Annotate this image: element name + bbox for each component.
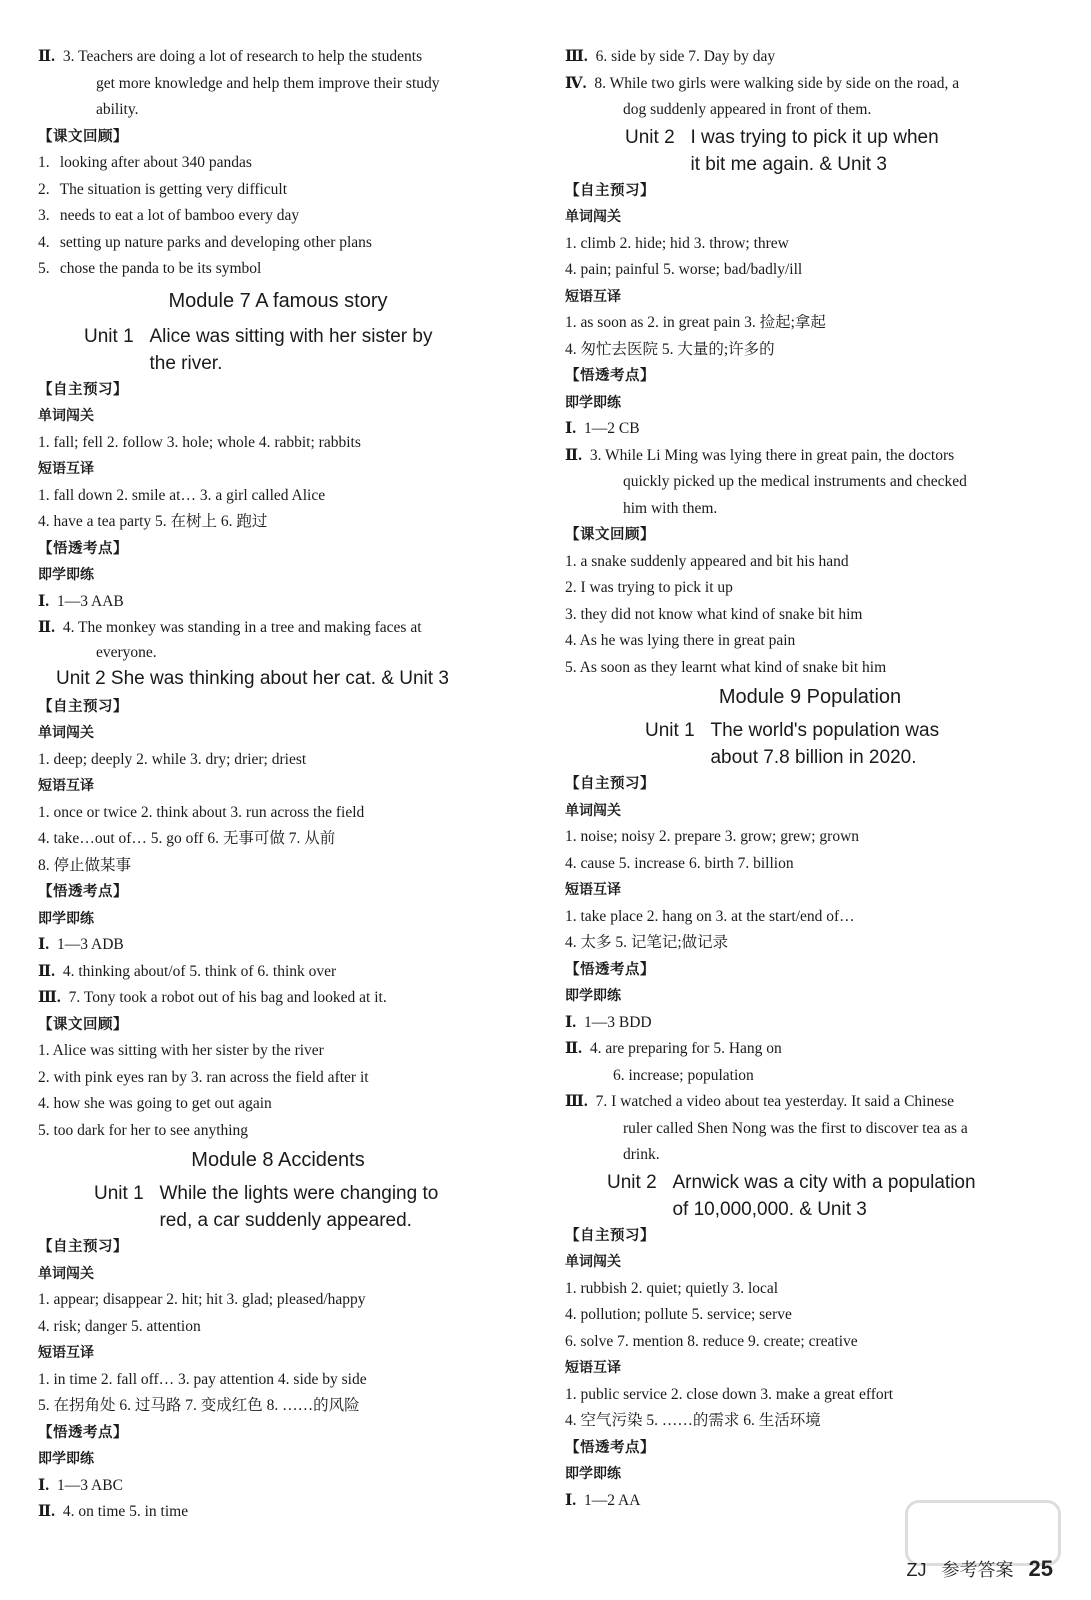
section-heading-preview: 【自主预习】: [565, 1227, 655, 1244]
answer-line: 4. how she was going to get out again: [38, 1095, 272, 1112]
answer-line: 4. have a tea party 5. 在树上 6. 跑过: [38, 513, 268, 530]
answer-line: Ⅱ. 3. While Li Ming was lying there in great pain, the doctors: [565, 446, 955, 464]
answer-line: 2. I was trying to pick it up: [565, 579, 733, 596]
section-heading-keypoints: 【悟透考点】: [565, 1439, 655, 1456]
answer-line: 1. fall down 2. smile at… 3. a girl called Alice: [38, 486, 326, 504]
answer-line: 2. with pink eyes ran by 3. ran across the field after it: [38, 1068, 369, 1086]
answer-line: Ⅰ. 1—2 CB: [565, 420, 640, 437]
answer-line: Ⅱ. 4. thinking about/of 5. think of 6. think over: [38, 962, 337, 980]
answer-line: 1. fall; fell 2. follow 3. hole; whole 4. rabbit; rabbits: [38, 433, 361, 451]
answer-line: 6. solve 7. mention 8. reduce 9. create; creative: [565, 1332, 858, 1350]
subheading-phrases: 短语互译: [565, 288, 621, 305]
answer-line: 1. Alice was sitting with her sister by the river: [38, 1042, 324, 1059]
module-title: Module 8 Accidents: [191, 1149, 365, 1171]
answer-line: 4. 空气污染 5. ……的需求 6. 生活环境: [565, 1412, 821, 1429]
answer-line: 1. in time 2. fall off… 3. pay attention 4. side by side: [38, 1370, 367, 1388]
answer-line: 3. needs to eat a lot of bamboo every day: [38, 207, 300, 224]
answer-line: Ⅱ. 4. The monkey was standing in a tree and making faces at: [38, 619, 422, 636]
section-heading-preview: 【自主预习】: [565, 182, 655, 199]
section-heading-review: 【课文回顾】: [565, 527, 655, 543]
section-heading-preview: 【自主预习】: [38, 381, 128, 398]
answer-line: 1. take place 2. hang on 3. at the start/end of…: [565, 907, 855, 925]
section-heading-preview: 【自主预习】: [565, 776, 655, 792]
section-heading-review: 【课文回顾】: [38, 128, 128, 145]
unit-title: Unit 2 I was trying to pick it up when it bit me again. & Unit 3: [625, 126, 939, 175]
answer-line: Ⅰ. 1—3 ABC: [38, 1476, 123, 1494]
subheading-phrases: 短语互译: [38, 778, 94, 794]
answer-line: ruler called Shen Nong was the first to discover tea as a: [623, 1119, 968, 1137]
section-heading-keypoints: 【悟透考点】: [38, 1424, 128, 1441]
answer-line: Ⅰ. 1—3 AAB: [38, 592, 124, 610]
section-heading-keypoints: 【悟透考点】: [565, 368, 655, 384]
answer-line: 1. climb 2. hide; hid 3. throw; threw: [565, 234, 789, 252]
answer-line: 1. a snake suddenly appeared and bit his hand: [565, 552, 849, 570]
section-heading-preview: 【自主预习】: [38, 698, 128, 715]
unit-title: Unit 1 While the lights were changing to red, a car suddenly appeared.: [94, 1183, 439, 1231]
subheading-words: 单词闯关: [565, 1254, 621, 1270]
subheading-words: 单词闯关: [565, 209, 621, 225]
section-heading-review: 【课文回顾】: [38, 1016, 128, 1033]
module-title: Module 9 Population: [718, 686, 902, 708]
answer-line: Ⅲ. 7. Tony took a robot out of his bag and looked at it.: [38, 989, 387, 1006]
answer-line: 5. too dark for her to see anything: [38, 1121, 249, 1139]
subheading-practice: 即学即练: [565, 1466, 621, 1482]
answer-line: Ⅱ. 4. are preparing for 5. Hang on: [565, 1040, 782, 1057]
subheading-phrases: 短语互译: [565, 1360, 621, 1376]
answer-line: Ⅲ. 7. I watched a video about tea yesterday. It said a Chinese: [565, 1093, 955, 1110]
right-column: [565, 44, 1055, 1514]
answer-line: 4. risk; danger 5. attention: [38, 1317, 201, 1335]
subheading-phrases: 短语互译: [565, 882, 621, 898]
subheading-practice: 即学即练: [38, 1451, 94, 1467]
answer-line: 1. once or twice 2. think about 3. run across the field: [38, 803, 365, 821]
answer-line: Ⅱ. 4. on time 5. in time: [38, 1503, 189, 1520]
answer-line: ability.: [96, 101, 139, 118]
answer-line: dog suddenly appeared in front of them.: [623, 101, 872, 118]
subheading-words: 单词闯关: [38, 408, 94, 424]
subheading-practice: 即学即练: [38, 910, 94, 927]
page-number: 25: [1028, 1556, 1053, 1581]
page-footer: [906, 1556, 1053, 1582]
answer-line: everyone.: [96, 643, 157, 661]
unit-title: Unit 1 The world's population was about 7.8 billion in 2020.: [645, 720, 940, 768]
answer-line: drink.: [623, 1146, 660, 1163]
answer-line: 1. rubbish 2. quiet; quietly 3. local: [565, 1279, 779, 1297]
subheading-practice: 即学即练: [565, 988, 621, 1004]
answer-line: Ⅳ. 8. While two girls were walking side by side on the road, a: [565, 74, 960, 92]
answer-line: 1. appear; disappear 2. hit; hit 3. glad; pleased/happy: [38, 1291, 366, 1308]
answer-line: 4. As he was lying there in great pain: [565, 632, 796, 649]
left-column: [38, 44, 518, 1526]
section-heading-preview: 【自主预习】: [38, 1239, 128, 1255]
unit-title: Unit 2 She was thinking about her cat. & Unit 3: [56, 667, 449, 689]
subheading-words: 单词闯关: [38, 725, 94, 741]
answer-line: 5. chose the panda to be its symbol: [38, 260, 262, 277]
answer-line: Ⅰ. 1—3 ADB: [38, 936, 124, 953]
footer-label: 参考答案: [941, 1560, 1014, 1580]
answer-line: 4. cause 5. increase 6. birth 7. billion: [565, 854, 794, 872]
answer-line: 8. 停止做某事: [38, 856, 132, 874]
subheading-words: 单词闯关: [565, 802, 621, 819]
subheading-practice: 即学即练: [38, 567, 94, 583]
answer-line: 5. 在拐角处 6. 过马路 7. 变成红色 8. ……的风险: [38, 1397, 360, 1414]
answer-line: 5. As soon as they learnt what kind of snake bit him: [565, 658, 887, 676]
subheading-phrases: 短语互译: [38, 1345, 94, 1361]
subheading-phrases: 短语互译: [38, 461, 94, 477]
answer-line: 4. pollution; pollute 5. service; serve: [565, 1306, 792, 1323]
answer-line: 1. looking after about 340 pandas: [38, 154, 252, 171]
answer-line: 4. 太多 5. 记笔记;做记录: [565, 934, 729, 951]
answer-line: 1. as soon as 2. in great pain 3. 捡起;拿起: [565, 314, 826, 331]
section-heading-keypoints: 【悟透考点】: [38, 884, 128, 900]
answer-line: 4. pain; painful 5. worse; bad/badly/ill: [565, 261, 803, 278]
answer-line: 4. setting up nature parks and developing other plans: [38, 233, 372, 251]
subheading-words: 单词闯关: [38, 1265, 94, 1282]
module-title: Module 7 A famous story: [168, 289, 388, 312]
answer-line: 4. take…out of… 5. go off 6. 无事可做 7. 从前: [38, 830, 336, 847]
answer-line: get more knowledge and help them improve their study: [96, 74, 440, 92]
footer-code: ZJ: [906, 1560, 927, 1580]
section-heading-keypoints: 【悟透考点】: [565, 961, 655, 978]
unit-title: Unit 1 Alice was sitting with her sister by the river.: [84, 325, 433, 374]
answer-line: 3. they did not know what kind of snake bit him: [565, 605, 863, 623]
answer-line: quickly picked up the medical instruments and checked: [623, 473, 967, 490]
answer-line: 2. The situation is getting very difficult: [38, 180, 288, 198]
unit-title: Unit 2 Arnwick was a city with a population of 10,000,000. & Unit 3: [607, 1171, 976, 1220]
answer-line: Ⅰ. 1—2 AA: [565, 1491, 641, 1509]
answer-line: 1. deep; deeply 2. while 3. dry; drier; driest: [38, 750, 307, 768]
answer-line: Ⅱ. 3. Teachers are doing a lot of research to help the students: [38, 48, 423, 65]
answer-line: him with them.: [623, 499, 718, 517]
answer-line: 1. public service 2. close down 3. make a great effort: [565, 1385, 894, 1403]
answer-line: Ⅲ. 6. side by side 7. Day by day: [565, 48, 776, 65]
answer-line: 4. 匆忙去医院 5. 大量的;许多的: [565, 340, 775, 358]
answer-line: 1. noise; noisy 2. prepare 3. grow; grew; grown: [565, 828, 860, 845]
answer-line: 6. increase; population: [613, 1066, 754, 1084]
answer-line: Ⅰ. 1—3 BDD: [565, 1013, 652, 1031]
section-heading-keypoints: 【悟透考点】: [38, 540, 128, 557]
subheading-practice: 即学即练: [565, 394, 621, 411]
